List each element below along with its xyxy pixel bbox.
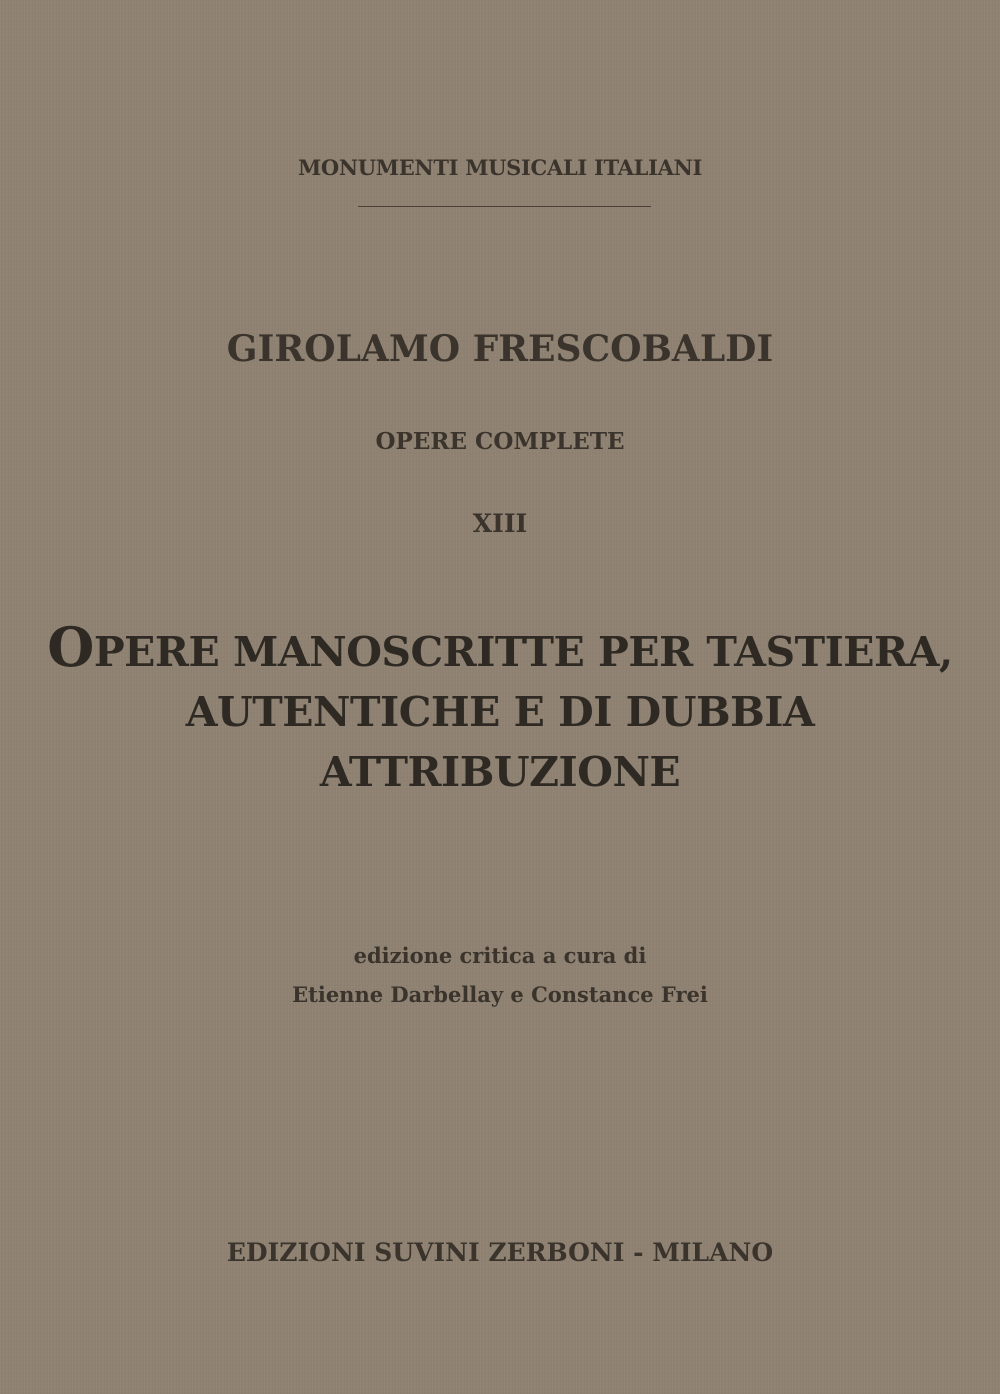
collection-title: OPERE COMPLETE	[375, 428, 625, 455]
work-title-line-1	[0, 617, 1000, 682]
divider-rule	[358, 206, 651, 207]
volume-number: XIII	[472, 509, 528, 538]
editors-names: Etienne Darbellay e Constance Frei	[292, 982, 708, 1007]
work-title-initial: O	[47, 615, 94, 679]
series-title: MONUMENTI MUSICALI ITALIANI	[297, 155, 703, 180]
composer-name: GIROLAMO FRESCOBALDI	[226, 328, 774, 370]
edition-note: edizione critica a cura di	[353, 943, 647, 968]
work-title-line-2: AUTENTICHE E DI DUBBIA	[185, 688, 815, 736]
work-title-line-3: ATTRIBUZIONE	[319, 748, 681, 796]
publisher-name: EDIZIONI SUVINI ZERBONI - MILANO	[226, 1238, 774, 1267]
work-title-line-1-rest: PERE MANOSCRITTE PER TASTIERA,	[93, 628, 953, 676]
work-title	[0, 617, 1000, 802]
